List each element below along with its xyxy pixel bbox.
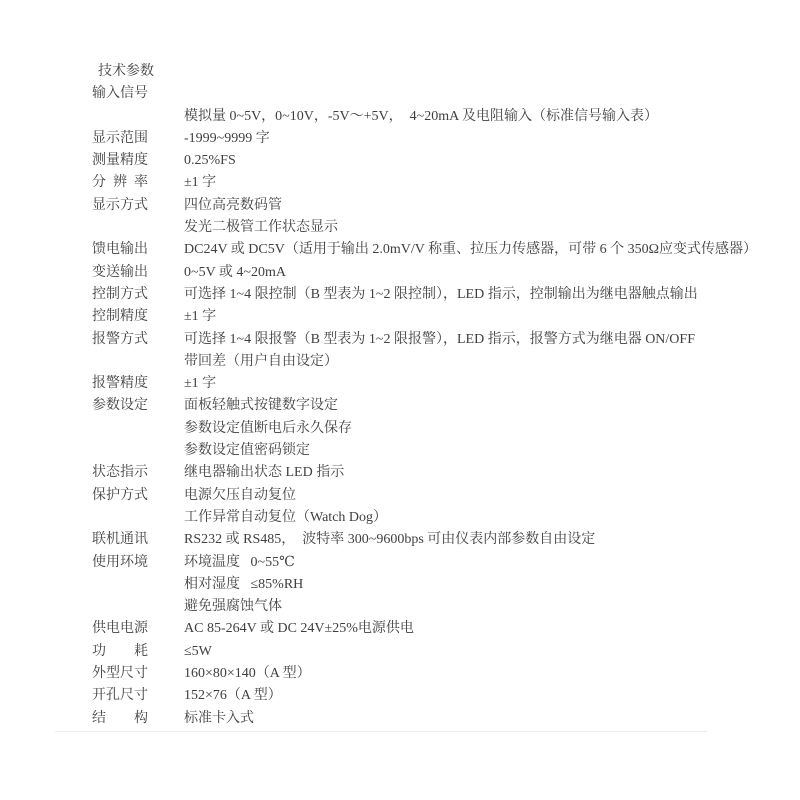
spec-label: 使用环境 (92, 554, 148, 570)
spec-label: 变送输出 (92, 264, 148, 280)
spec-line (92, 663, 784, 685)
spec-value: 0.25%FS (184, 153, 236, 169)
spec-value: ≤5W (184, 643, 212, 659)
spec-value: ±1 字 (184, 309, 217, 325)
spec-value: 相对湿度 ≤85%RH (184, 576, 304, 592)
spec-value: 152×76（A 型） (184, 688, 282, 704)
spec-value: 160×80×140（A 型） (184, 666, 311, 682)
spec-value: 环境温度 0~55℃ (184, 554, 295, 570)
spec-label: 报警精度 (92, 376, 148, 392)
spec-label (92, 217, 148, 239)
spec-label: 显示范围 (92, 130, 148, 146)
spec-label: 供电电源 (92, 621, 148, 637)
spec-value: 0~5V 或 4~20mA (184, 264, 287, 280)
spec-line (92, 596, 784, 618)
spec-value: ±1 字 (184, 376, 217, 392)
spec-line (92, 618, 784, 640)
spec-value: 模拟量 0~5V，0~10V，-5V～+5V， 4~20mA 及电阻输入（标准信号输入表） (184, 108, 658, 124)
spec-label: 外型尺寸 (92, 666, 148, 682)
spec-value: 继电器输出状态 LED 指示 (184, 465, 345, 481)
spec-value: 标准卡入式 (184, 710, 254, 726)
spec-line (92, 306, 784, 328)
spec-value: 可选择 1~4 限报警（B 型表为 1~2 限报警），LED 指示，报警方式为继电器 ON/OFF (184, 331, 695, 347)
spec-line (92, 172, 784, 194)
spec-line (92, 529, 784, 551)
spec-value: 带回差（用户自由设定） (184, 353, 338, 369)
spec-value: ±1 字 (184, 175, 217, 191)
spec-label (92, 351, 148, 373)
spec-label: 参数设定 (92, 398, 148, 414)
spec-line (92, 106, 784, 128)
spec-value: 四位高亮数码管 (184, 197, 282, 213)
spec-line (92, 440, 784, 462)
spec-line (92, 83, 784, 105)
spec-label: 输入信号 (92, 86, 148, 102)
spec-line (92, 708, 784, 730)
spec-rows (92, 83, 784, 730)
spec-line (92, 641, 784, 663)
spec-label (92, 418, 148, 440)
spec-label: 结构 (92, 710, 148, 726)
spec-line (92, 195, 784, 217)
scan-artifact-line (55, 731, 707, 732)
spec-value: RS232 或 RS485， 波特率 300~9600bps 可由仪表内部参数自由设定 (184, 532, 596, 548)
spec-value: 发光二极管工作状态显示 (184, 220, 338, 236)
spec-label (92, 574, 148, 596)
spec-value: -1999~9999 字 (184, 130, 270, 146)
spec-label: 状态指示 (92, 465, 148, 481)
spec-line (92, 351, 784, 373)
spec-value: 参数设定值密码锁定 (184, 443, 310, 459)
spec-label (92, 507, 148, 529)
spec-line (92, 373, 784, 395)
spec-label: 控制方式 (92, 286, 148, 302)
spec-value: AC 85-264V 或 DC 24V±25%电源供电 (184, 621, 414, 637)
spec-line (92, 150, 784, 172)
spec-line (92, 685, 784, 707)
spec-line (92, 217, 784, 239)
spec-value: 可选择 1~4 限控制（B 型表为 1~2 限控制），LED 指示，控制输出为继电器触点输出 (184, 286, 698, 302)
spec-value: 面板轻触式按键数字设定 (184, 398, 338, 414)
spec-line (92, 418, 784, 440)
spec-label: 联机通讯 (92, 532, 148, 548)
spec-label (92, 440, 148, 462)
spec-line (92, 552, 784, 574)
page-title: 技术参数 (98, 64, 154, 79)
spec-label: 分辨率 (92, 175, 148, 191)
spec-line (92, 128, 784, 150)
spec-label: 显示方式 (92, 197, 148, 213)
spec-label: 控制精度 (92, 309, 148, 325)
spec-line (92, 395, 784, 417)
spec-document (92, 61, 784, 730)
spec-label: 测量精度 (92, 153, 148, 169)
spec-line (92, 239, 784, 261)
spec-line (92, 329, 784, 351)
spec-value: 避免强腐蚀气体 (184, 599, 282, 615)
spec-label: 保护方式 (92, 487, 148, 503)
spec-label (92, 106, 148, 128)
spec-line (92, 262, 784, 284)
spec-value: 参数设定值断电后永久保存 (184, 420, 352, 436)
spec-value: DC24V 或 DC5V（适用于输出 2.0mV/V 称重、拉压力传感器，可带 6 个 350Ω应变式传感器） (184, 242, 758, 258)
spec-label: 馈电输出 (92, 242, 148, 258)
spec-label: 报警方式 (92, 331, 148, 347)
spec-line (92, 507, 784, 529)
spec-label: 功耗 (92, 643, 148, 659)
spec-value: 工作异常自动复位（Watch Dog） (184, 509, 388, 525)
spec-line (92, 574, 784, 596)
spec-value: 电源欠压自动复位 (184, 487, 296, 503)
spec-label (92, 596, 148, 618)
spec-label: 开孔尺寸 (92, 688, 148, 704)
spec-line (92, 485, 784, 507)
spec-line (92, 284, 784, 306)
spec-line (92, 462, 784, 484)
